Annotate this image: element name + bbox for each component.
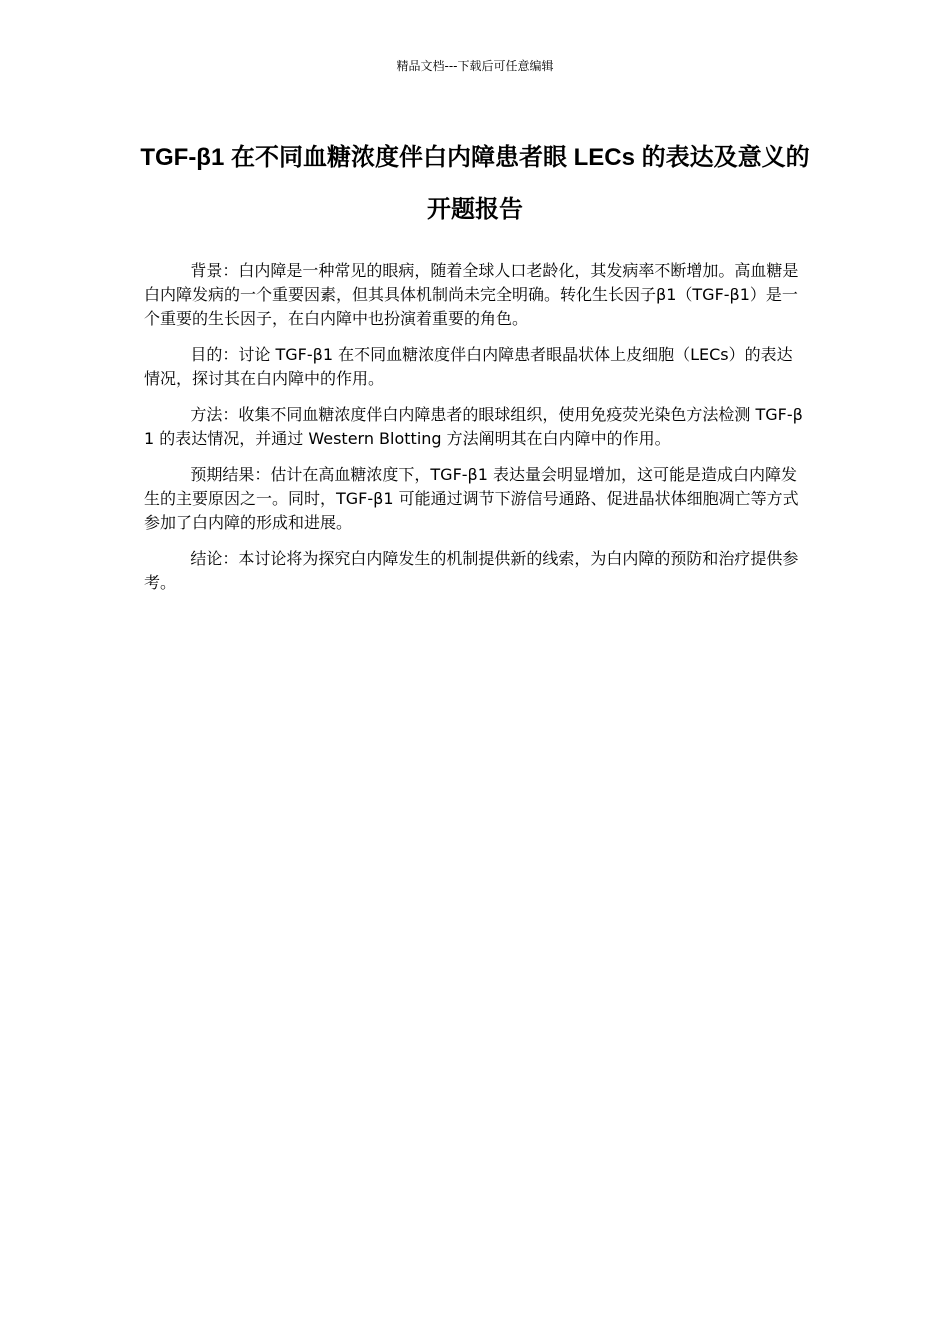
header-note: 精品文档---下载后可任意编辑 <box>396 59 554 73</box>
paragraph-objective: 目的：讨论 TGF-β1 在不同血糖浓度伴白内障患者眼晶状体上皮细胞（LECs）的表达情况，探讨其在白内障中的作用。 <box>144 345 793 388</box>
paragraph-background: 背景：白内障是一种常见的眼病，随着全球人口老龄化，其发病率不断增加。高血糖是白内障发病的一个重要因素，但其具体机制尚未完全明确。转化生长因子β1（TGF-β1）是一个重要的生长因子，在白内障中也扮演着重要的角色。 <box>144 261 799 328</box>
paragraph-expected-results: 预期结果：估计在高血糖浓度下，TGF-β1 表达量会明显增加，这可能是造成白内障发生的主要原因之一。同时，TGF-β1 可能通过调节下游信号通路、促进晶状体细胞凋亡等方式参加了白内障的形成和进展。 <box>144 465 799 532</box>
document-body <box>144 259 806 607</box>
paragraph-conclusion: 结论：本讨论将为探究白内障发生的机制提供新的线索，为白内障的预防和治疗提供参考。 <box>144 549 799 592</box>
paragraph-methods: 方法：收集不同血糖浓度伴白内障患者的眼球组织，使用免疫荧光染色方法检测 TGF-β1 的表达情况，并通过 Western Blotting 方法阐明其在白内障中的作用。 <box>144 405 803 448</box>
document-title: TGF-β1 在不同血糖浓度伴白内障患者眼 LECs 的表达及意义的开题报告 <box>140 144 810 223</box>
